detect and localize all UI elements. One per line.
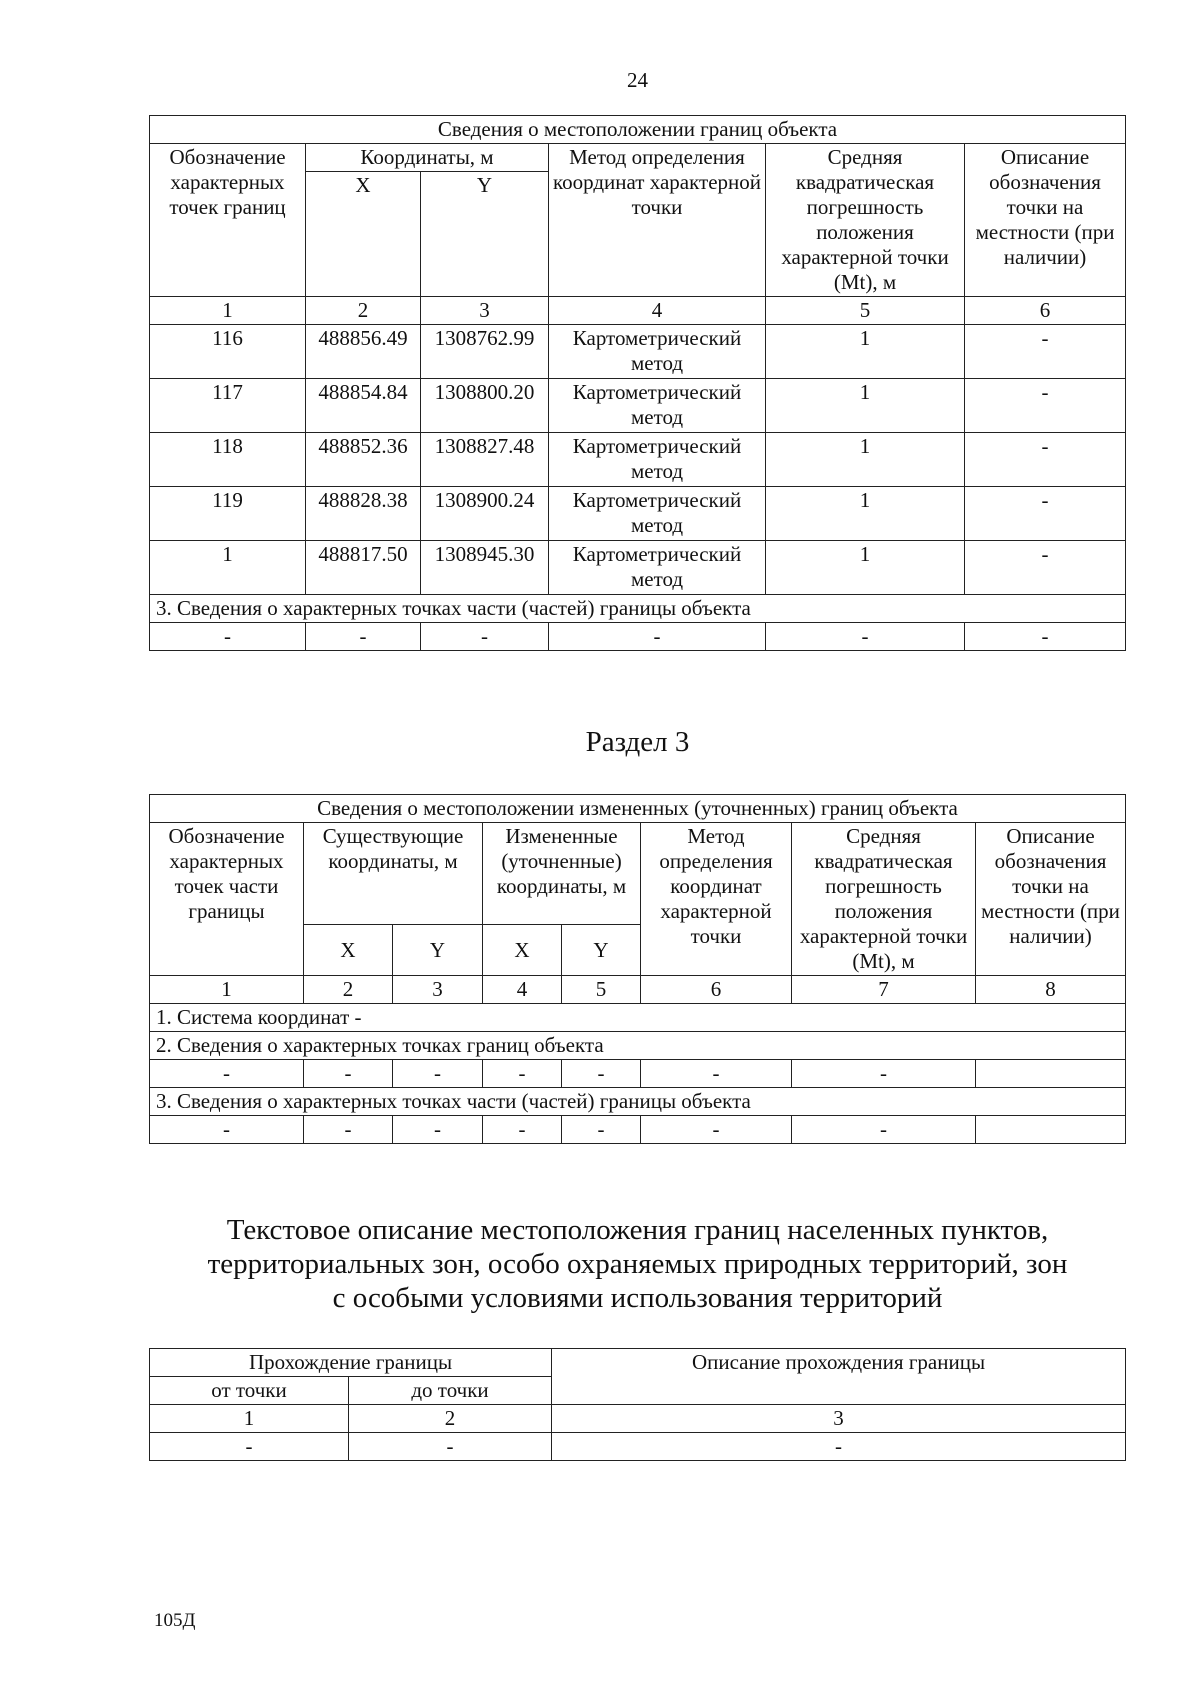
y-cell: 1308945.30 bbox=[421, 541, 549, 595]
column-number: 2 bbox=[306, 297, 421, 325]
header-existing-x: X bbox=[304, 925, 393, 976]
description-cell: - bbox=[965, 379, 1126, 433]
error-cell: 1 bbox=[766, 433, 965, 487]
empty-cell: - bbox=[393, 1060, 483, 1088]
empty-cell: - bbox=[150, 1433, 349, 1461]
y-cell: 1308800.20 bbox=[421, 379, 549, 433]
header-description: Описание обозначения точки на местности (при наличии) bbox=[965, 144, 1126, 297]
x-cell: 488852.36 bbox=[306, 433, 421, 487]
header-changed-y: Y bbox=[562, 925, 641, 976]
y-cell: 1308827.48 bbox=[421, 433, 549, 487]
x-cell: 488856.49 bbox=[306, 325, 421, 379]
table-row bbox=[150, 541, 1126, 595]
column-number: 5 bbox=[562, 976, 641, 1004]
table-row bbox=[150, 1433, 1126, 1461]
part-points-title: 3. Сведения о характерных точках части (частей) границы объекта bbox=[150, 595, 1126, 623]
method-cell: Картометрический метод bbox=[549, 541, 766, 595]
column-number: 4 bbox=[483, 976, 562, 1004]
header-error: Средняя квадратическая погрешность положения характерной точки (Mt), м bbox=[766, 144, 965, 297]
table-title: Сведения о местоположении измененных (уточненных) границ объекта bbox=[150, 795, 1126, 823]
header-changed-x: X bbox=[483, 925, 562, 976]
footer-code: 105Д bbox=[154, 1610, 196, 1631]
column-number: 1 bbox=[150, 976, 304, 1004]
empty-cell: - bbox=[641, 1060, 792, 1088]
column-number: 1 bbox=[150, 1405, 349, 1433]
empty-cell: - bbox=[792, 1060, 976, 1088]
part-points-title: 3. Сведения о характерных точках части (частей) границы объекта bbox=[150, 1088, 1126, 1116]
empty-cell: - bbox=[306, 623, 421, 651]
header-from: от точки bbox=[150, 1377, 349, 1405]
method-cell: Картометрический метод bbox=[549, 379, 766, 433]
method-cell: Картометрический метод bbox=[549, 487, 766, 541]
column-number: 1 bbox=[150, 297, 306, 325]
point-cell: 116 bbox=[150, 325, 306, 379]
empty-cell: - bbox=[562, 1116, 641, 1144]
point-cell: 117 bbox=[150, 379, 306, 433]
column-number: 3 bbox=[421, 297, 549, 325]
x-cell: 488817.50 bbox=[306, 541, 421, 595]
table-row bbox=[150, 623, 1126, 651]
empty-cell: - bbox=[393, 1116, 483, 1144]
description-cell: - bbox=[965, 433, 1126, 487]
table-row bbox=[150, 379, 1126, 433]
table-row bbox=[150, 487, 1126, 541]
method-cell: Картометрический метод bbox=[549, 433, 766, 487]
header-existing-y: Y bbox=[393, 925, 483, 976]
empty-cell: - bbox=[552, 1433, 1126, 1461]
column-number: 2 bbox=[349, 1405, 552, 1433]
column-number: 6 bbox=[965, 297, 1126, 325]
empty-cell bbox=[976, 1116, 1126, 1144]
table-row bbox=[150, 325, 1126, 379]
x-cell: 488854.84 bbox=[306, 379, 421, 433]
empty-cell: - bbox=[483, 1116, 562, 1144]
boundary-passage-table bbox=[149, 1348, 1126, 1461]
empty-cell bbox=[976, 1060, 1126, 1088]
boundary-location-table bbox=[149, 115, 1126, 651]
description-cell: - bbox=[965, 487, 1126, 541]
empty-cell: - bbox=[766, 623, 965, 651]
column-number: 2 bbox=[304, 976, 393, 1004]
column-number: 3 bbox=[393, 976, 483, 1004]
header-passage: Прохождение границы bbox=[150, 1349, 552, 1377]
empty-cell: - bbox=[150, 623, 306, 651]
method-cell: Картометрический метод bbox=[549, 325, 766, 379]
error-cell: 1 bbox=[766, 325, 965, 379]
header-existing: Существующие координаты, м bbox=[304, 823, 483, 925]
error-cell: 1 bbox=[766, 379, 965, 433]
y-cell: 1308762.99 bbox=[421, 325, 549, 379]
header-point: Обозначение характерных точек границ bbox=[150, 144, 306, 297]
description-cell: - bbox=[965, 541, 1126, 595]
table-title: Сведения о местоположении границ объекта bbox=[150, 116, 1126, 144]
header-point: Обозначение характерных точек части границы bbox=[150, 823, 304, 976]
x-cell: 488828.38 bbox=[306, 487, 421, 541]
column-number: 8 bbox=[976, 976, 1126, 1004]
empty-cell: - bbox=[421, 623, 549, 651]
point-cell: 1 bbox=[150, 541, 306, 595]
empty-cell: - bbox=[304, 1060, 393, 1088]
table-row bbox=[150, 433, 1126, 487]
changed-boundary-table bbox=[149, 794, 1126, 1144]
header-to: до точки bbox=[349, 1377, 552, 1405]
header-description: Описание обозначения точки на местности (при наличии) bbox=[976, 823, 1126, 976]
column-number: 5 bbox=[766, 297, 965, 325]
column-number: 6 bbox=[641, 976, 792, 1004]
header-method: Метод определения координат характерной точки bbox=[549, 144, 766, 297]
description-cell: - bbox=[965, 325, 1126, 379]
text-description-heading: Текстовое описание местоположения границ населенных пунктов, территориальных зон, особо охраняемых природных территорий, зон с особыми условиями использования территорий bbox=[207, 1214, 1068, 1314]
column-number: 7 bbox=[792, 976, 976, 1004]
header-method: Метод определения координат характерной точки bbox=[641, 823, 792, 976]
table-row bbox=[150, 1060, 1126, 1088]
point-cell: 118 bbox=[150, 433, 306, 487]
empty-cell: - bbox=[304, 1116, 393, 1144]
table-row bbox=[150, 1116, 1126, 1144]
header-x: X bbox=[306, 172, 421, 297]
empty-cell: - bbox=[965, 623, 1126, 651]
empty-cell: - bbox=[349, 1433, 552, 1461]
error-cell: 1 bbox=[766, 487, 965, 541]
column-number: 3 bbox=[552, 1405, 1126, 1433]
points-title: 2. Сведения о характерных точках границ объекта bbox=[150, 1032, 1126, 1060]
page-number: 24 bbox=[627, 68, 648, 92]
empty-cell: - bbox=[792, 1116, 976, 1144]
coord-system-row: 1. Система координат - bbox=[150, 1004, 1126, 1032]
header-coords: Координаты, м bbox=[306, 144, 549, 172]
header-y: Y bbox=[421, 172, 549, 297]
empty-cell: - bbox=[150, 1060, 304, 1088]
column-number: 4 bbox=[549, 297, 766, 325]
y-cell: 1308900.24 bbox=[421, 487, 549, 541]
empty-cell: - bbox=[150, 1116, 304, 1144]
error-cell: 1 bbox=[766, 541, 965, 595]
header-passage-description: Описание прохождения границы bbox=[552, 1349, 1126, 1405]
empty-cell: - bbox=[641, 1116, 792, 1144]
empty-cell: - bbox=[483, 1060, 562, 1088]
empty-cell: - bbox=[549, 623, 766, 651]
header-changed: Измененные (уточненные) координаты, м bbox=[483, 823, 641, 925]
header-error: Средняя квадратическая погрешность положения характерной точки (Mt), м bbox=[792, 823, 976, 976]
empty-cell: - bbox=[562, 1060, 641, 1088]
section-title: Раздел 3 bbox=[585, 726, 690, 758]
point-cell: 119 bbox=[150, 487, 306, 541]
